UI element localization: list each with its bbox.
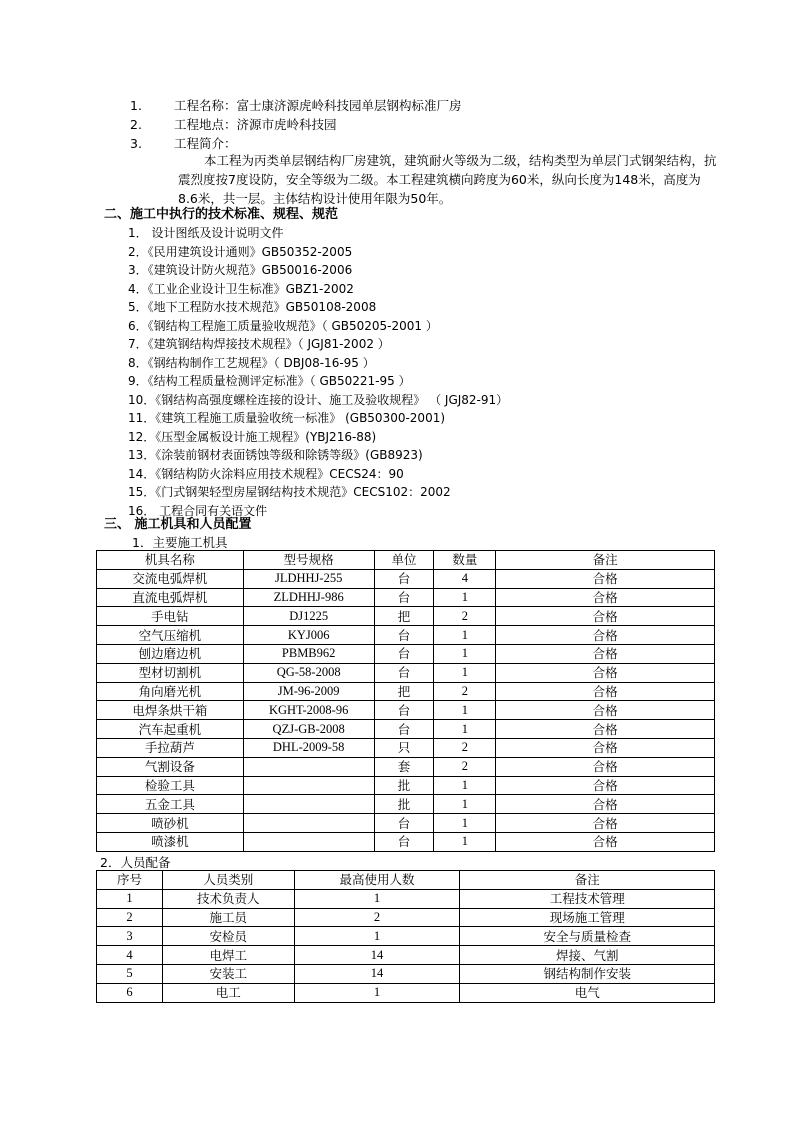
table-cell: 合格 <box>496 701 715 720</box>
table-cell: 1 <box>434 701 496 720</box>
table-cell: 1 <box>434 776 496 795</box>
table-row <box>97 682 715 701</box>
table-cell: 合格 <box>496 795 715 814</box>
table-row <box>97 644 715 663</box>
table-cell: 台 <box>374 626 434 645</box>
table-cell: 台 <box>374 701 434 720</box>
table-cell: 1 <box>434 720 496 739</box>
table-cell <box>243 832 374 851</box>
table-cell: 1 <box>434 832 496 851</box>
table-header-row <box>97 551 715 570</box>
table-cell: ZLDHHJ-986 <box>243 588 374 607</box>
table-row <box>97 776 715 795</box>
table-row <box>97 964 715 983</box>
table-cell: JM-96-2009 <box>243 682 374 701</box>
table-cell: 台 <box>374 569 434 588</box>
table-cell: 手拉葫芦 <box>97 738 244 757</box>
column-header: 机具名称 <box>97 551 244 570</box>
table-cell <box>243 814 374 833</box>
table-cell: 4 <box>97 946 163 965</box>
table-row <box>97 795 715 814</box>
table-cell: 安装工 <box>162 964 294 983</box>
table-cell: 刨边磨边机 <box>97 644 244 663</box>
table-row <box>97 607 715 626</box>
table-cell: 电焊工 <box>162 946 294 965</box>
intro-paragraph: 本工程为丙类单层钢结构厂房建筑，建筑耐火等级为二级，结构类型为单层门式钢架结构，抗震烈度按7度设防，安全等级为二级。本工程建筑横向跨度为60米，纵向长度为148米，高度为8.6米，共一层。主体结构设计使用年限为50年。 <box>178 153 717 206</box>
standard-item: 16． 工程合同有关语文件 <box>128 503 268 518</box>
standard-item: 10．《钢结构高强度螺栓连接的设计、施工及验收规程》 （ JGJ82-91） <box>128 392 509 407</box>
table-cell: 2 <box>434 738 496 757</box>
table-cell: 台 <box>374 814 434 833</box>
section-heading: 三、 施工机具和人员配置 <box>104 517 252 532</box>
table-cell: 4 <box>434 569 496 588</box>
table-cell: 1 <box>434 814 496 833</box>
table-cell: 台 <box>374 720 434 739</box>
table-cell: 合格 <box>496 569 715 588</box>
table-cell: 2 <box>434 682 496 701</box>
table-cell: QG-58-2008 <box>243 663 374 682</box>
table-cell: 6 <box>97 983 163 1002</box>
table-cell: 检验工具 <box>97 776 244 795</box>
table-cell: 电工 <box>162 983 294 1002</box>
table-cell: 1 <box>97 889 163 908</box>
standard-item: 5．《地下工程防水技术规范》GB50108-2008 <box>128 300 377 314</box>
table-cell: 电焊条烘干箱 <box>97 701 244 720</box>
table-cell: 工程技术管理 <box>460 889 715 908</box>
table-cell: 合格 <box>496 607 715 626</box>
table-cell <box>243 757 374 776</box>
table-cell: 5 <box>97 964 163 983</box>
table-cell: 1 <box>434 663 496 682</box>
table-cell: 钢结构制作安装 <box>460 964 715 983</box>
table-cell: 合格 <box>496 776 715 795</box>
table-cell: 合格 <box>496 738 715 757</box>
table-row <box>97 757 715 776</box>
machines-table <box>96 550 715 852</box>
column-header: 备注 <box>460 871 715 890</box>
table-cell: KYJ006 <box>243 626 374 645</box>
staff-title: 2．人员配备 <box>100 855 171 870</box>
standard-item: 8．《钢结构制作工艺规程》（ DBJ08-16-95 ） <box>128 355 375 370</box>
standard-item: 13．《涂装前钢材表面锈蚀等级和除锈等级》(GB8923) <box>128 448 423 462</box>
table-cell: 空气压缩机 <box>97 626 244 645</box>
table-cell: 台 <box>374 832 434 851</box>
table-cell: 手电钻 <box>97 607 244 626</box>
table-cell: 1 <box>434 588 496 607</box>
table-cell: 角向磨光机 <box>97 682 244 701</box>
table-cell: 合格 <box>496 720 715 739</box>
table-row <box>97 588 715 607</box>
table-cell: 2 <box>434 607 496 626</box>
table-row <box>97 814 715 833</box>
table-cell: 安全与质量检查 <box>460 927 715 946</box>
table-cell: 只 <box>374 738 434 757</box>
table-cell: 合格 <box>496 682 715 701</box>
intro-item: 3. 工程简介： <box>130 136 237 151</box>
table-cell: 安检员 <box>162 927 294 946</box>
table-cell: 喷漆机 <box>97 832 244 851</box>
column-header: 备注 <box>496 551 715 570</box>
table-cell: 技术负责人 <box>162 889 294 908</box>
standard-item: 3．《建筑设计防火规范》GB50016-2006 <box>128 263 353 277</box>
table-cell: 台 <box>374 588 434 607</box>
standard-item: 11．《建筑工程施工质量验收统一标准》 (GB50300-2001) <box>128 411 446 425</box>
table-cell: 喷砂机 <box>97 814 244 833</box>
table-cell: KGHT-2008-96 <box>243 701 374 720</box>
intro-item: 1. 工程名称：富士康济源虎岭科技园单层钢构标准厂房 <box>130 98 462 113</box>
table-cell: 批 <box>374 776 434 795</box>
table-cell: 2 <box>434 757 496 776</box>
standard-item: 9．《结构工程质量检测评定标准》（ GB50221-95 ） <box>128 374 411 388</box>
table-cell: 2 <box>294 908 460 927</box>
table-row <box>97 983 715 1002</box>
table-cell: 直流电弧焊机 <box>97 588 244 607</box>
table-cell: 气割设备 <box>97 757 244 776</box>
table-cell: 台 <box>374 644 434 663</box>
standard-item: 7．《建筑钢结构焊接技术规程》（ JGJ81-2002 ） <box>128 337 390 351</box>
table-cell: 合格 <box>496 626 715 645</box>
table-cell: 14 <box>294 964 460 983</box>
table-cell: 焊接、气割 <box>460 946 715 965</box>
table-cell <box>243 795 374 814</box>
table-row <box>97 889 715 908</box>
staff-table <box>96 870 715 1003</box>
table-cell: 1 <box>294 889 460 908</box>
table-cell: 施工员 <box>162 908 294 927</box>
table-cell: 型材切割机 <box>97 663 244 682</box>
table-row <box>97 738 715 757</box>
machines-title: 1．主要施工机具 <box>132 535 228 550</box>
table-cell: 五金工具 <box>97 795 244 814</box>
standard-item: 6．《钢结构工程施工质量验收规范》（ GB50205-2001 ） <box>128 318 438 333</box>
table-cell: 合格 <box>496 757 715 776</box>
table-cell: 1 <box>294 983 460 1002</box>
column-header: 人员类别 <box>162 871 294 890</box>
table-cell: 1 <box>434 644 496 663</box>
table-cell: 合格 <box>496 832 715 851</box>
table-cell: QZJ-GB-2008 <box>243 720 374 739</box>
table-row <box>97 720 715 739</box>
table-cell: 3 <box>97 927 163 946</box>
table-cell: JLDHHJ-255 <box>243 569 374 588</box>
table-cell: PBMB962 <box>243 644 374 663</box>
table-cell: 汽车起重机 <box>97 720 244 739</box>
table-cell: 2 <box>97 908 163 927</box>
table-row <box>97 908 715 927</box>
standard-item: 2．《民用建筑设计通则》GB50352-2005 <box>128 244 353 259</box>
column-header: 最高使用人数 <box>294 871 460 890</box>
table-cell: 台 <box>374 663 434 682</box>
table-row <box>97 569 715 588</box>
table-cell: 批 <box>374 795 434 814</box>
section-heading: 二、施工中执行的技术标准、规程、规范 <box>104 207 339 222</box>
table-cell: 1 <box>434 626 496 645</box>
table-cell: 合格 <box>496 644 715 663</box>
standard-item: 12．《压型金属板设计施工规程》(YBJ216-88) <box>128 429 377 444</box>
table-cell: 套 <box>374 757 434 776</box>
table-cell: DJ1225 <box>243 607 374 626</box>
table-cell: 交流电弧焊机 <box>97 569 244 588</box>
table-cell: 把 <box>374 607 434 626</box>
standards-list <box>128 224 508 520</box>
table-cell: 电气 <box>460 983 715 1002</box>
table-cell: 1 <box>294 927 460 946</box>
standard-item: 4．《工业企业设计卫生标准》GBZ1-2002 <box>128 281 354 296</box>
table-cell: 1 <box>434 795 496 814</box>
column-header: 数量 <box>434 551 496 570</box>
table-cell: 现场施工管理 <box>460 908 715 927</box>
standard-item: 1． 设计图纸及设计说明文件 <box>128 226 284 240</box>
table-row <box>97 927 715 946</box>
intro-item: 2. 工程地点：济源市虎岭科技园 <box>130 117 337 132</box>
table-cell: DHL-2009-58 <box>243 738 374 757</box>
table-row <box>97 832 715 851</box>
column-header: 型号规格 <box>243 551 374 570</box>
column-header: 单位 <box>374 551 434 570</box>
table-cell: 把 <box>374 682 434 701</box>
table-row <box>97 626 715 645</box>
table-cell <box>243 776 374 795</box>
table-row <box>97 701 715 720</box>
table-cell: 合格 <box>496 663 715 682</box>
table-header-row <box>97 871 715 890</box>
table-cell: 合格 <box>496 814 715 833</box>
table-row <box>97 663 715 682</box>
table-row <box>97 946 715 965</box>
table-cell: 合格 <box>496 588 715 607</box>
column-header: 序号 <box>97 871 163 890</box>
standard-item: 14．《钢结构防火涂料应用技术规程》CECS24：90 <box>128 466 404 481</box>
standard-item: 15．《门式钢架轻型房屋钢结构技术规范》CECS102：2002 <box>128 485 451 499</box>
table-cell: 14 <box>294 946 460 965</box>
